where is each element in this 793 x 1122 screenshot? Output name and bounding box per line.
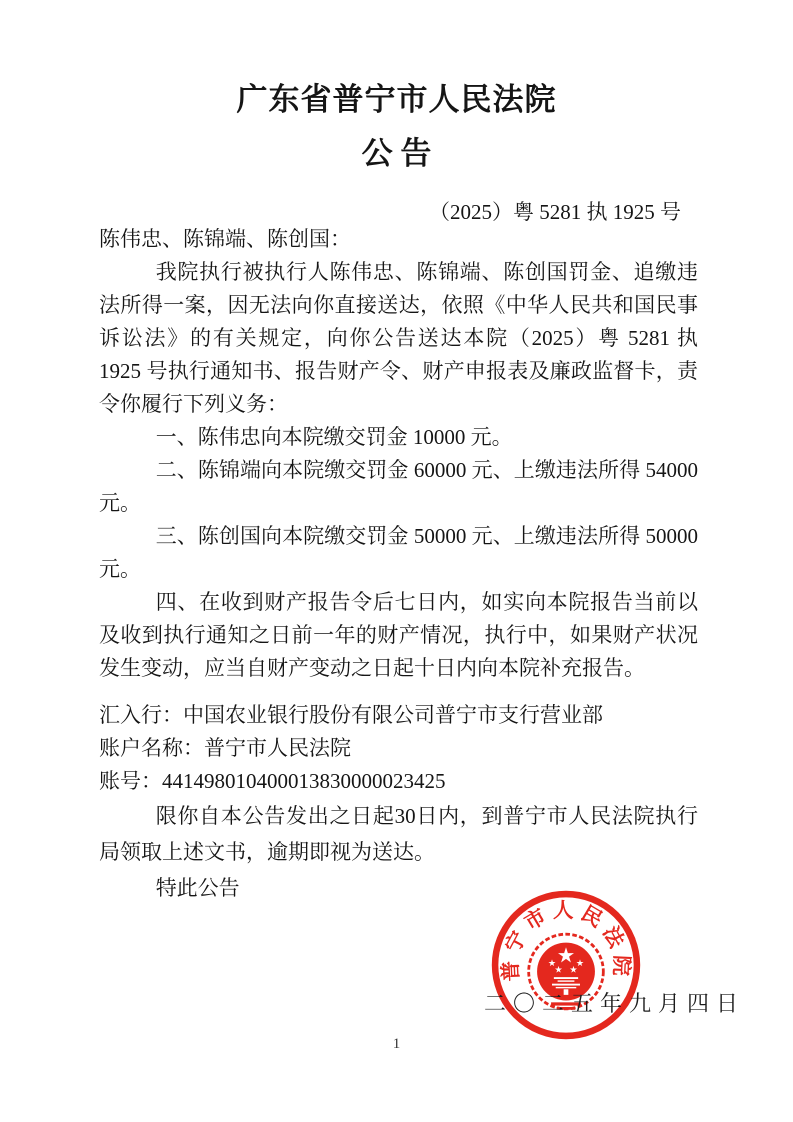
closing-phrase: 特此公告 [155,876,240,900]
page-number: 1 [392,1036,401,1052]
salutation: 陈伟忠、陈锦端、陈创国： [99,227,351,251]
notice-paragraph-item-2: 二、陈锦端向本院缴交罚金 60000 元、上缴违法所得 54000 元。 [99,458,698,515]
notice-paragraph-item-1: 一、陈伟忠向本院缴交罚金 10000 元。 [155,425,513,449]
notice-title: 公 告 [361,136,432,171]
notice-paragraph-item-3: 三、陈创国向本院缴交罚金 50000 元、上缴违法所得 50000 元。 [99,524,698,581]
notice-body [99,223,698,905]
notice-paragraph-item-4: 四、在收到财产报告令后七日内，如实向本院报告当前以及收到执行通知之日前一年的财产情况，执行中，如果财产状况发生变动，应当自财产变动之日起十日内向本院补充报告。 [99,590,698,680]
deadline-paragraph: 限你自本公告发出之日起30日内，到普宁市人民法院执行局领取上述文书，逾期即视为送达。 [99,804,698,864]
bank-details [99,699,698,798]
issue-date: 二〇二五年九月四日 [484,991,746,1016]
bank-remit-line: 汇入行：中国农业银行股份有限公司普宁市支行营业部 [99,703,603,727]
case-number: （2025）粤 5281 执 1925 号 [429,200,681,224]
bank-account-name-line: 账户名称：普宁市人民法院 [99,736,351,760]
seal-text: 普宁市人民法院 [499,900,633,982]
notice-paragraph-intro: 我院执行被执行人陈伟忠、陈锦端、陈创国罚金、追缴违法所得一案，因无法向你直接送达，依照《中华人民共和国民事诉讼法》的有关规定，向你公告送达本院（2025）粤 5281 执 1925 号执行通知书、报告财产令、财产申报表及廉政监督卡，责令你履行下列义务： [99,260,698,416]
court-name-title: 广东省普宁市人民法院 [236,82,557,117]
bank-account-number-line: 账号：441498010400013830000023425 [99,769,446,793]
court-seal [482,881,650,1049]
